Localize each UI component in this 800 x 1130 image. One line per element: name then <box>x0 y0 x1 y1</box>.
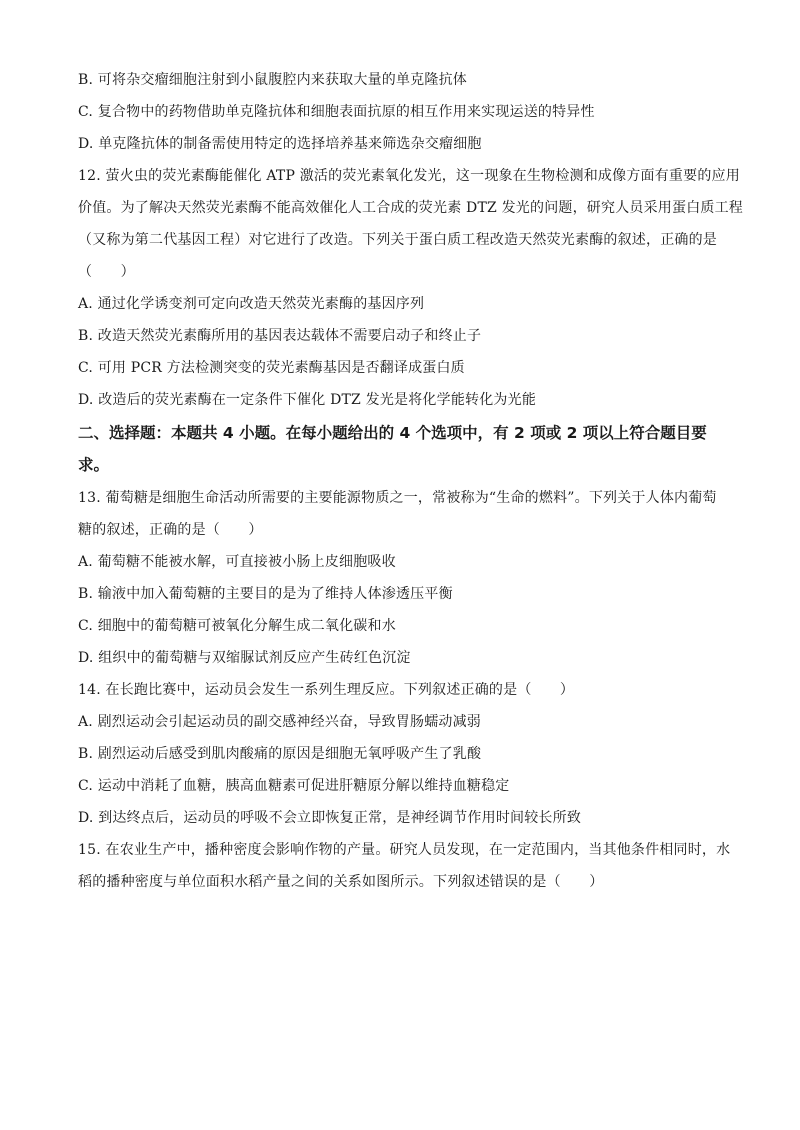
q13-option-b: B. 输液中加入葡萄糖的主要目的是为了维持人体渗透压平衡 <box>78 586 453 602</box>
q12-stem-line-2: 价值。为了解决天然荧光素酶不能高效催化人工合成的荧光素 DTZ 发光的问题，研究人员采用蛋白质工程 <box>78 200 743 216</box>
q11-option-b: B. 可将杂交瘤细胞注射到小鼠腹腔内来获取大量的单克隆抗体 <box>78 72 467 88</box>
q11-option-c: C. 复合物中的药物借助单克隆抗体和细胞表面抗原的相互作用来实现运送的特异性 <box>78 104 595 120</box>
q12-answer-blank: （ ） <box>78 264 135 280</box>
q13-option-c: C. 细胞中的葡萄糖可被氧化分解生成二氧化碳和水 <box>78 618 396 634</box>
q14-option-d: D. 到达终点后，运动员的呼吸不会立即恢复正常，是神经调节作用时间较长所致 <box>78 810 582 826</box>
q13-stem-line-2: 糖的叙述，正确的是（ ） <box>78 522 263 538</box>
q12-option-b: B. 改造天然荧光素酶所用的基因表达载体不需要启动子和终止子 <box>78 328 482 344</box>
q13-option-d: D. 组织中的葡萄糖与双缩脲试剂反应产生砖红色沉淀 <box>78 650 411 666</box>
q12-stem-line-1: 12. 萤火虫的荧光素酶能催化 ATP 激活的荧光素氧化发光，这一现象在生物检测和成像方面有重要的应用 <box>78 168 740 184</box>
q12-option-c: C. 可用 PCR 方法检测突变的荧光素酶基因是否翻译成蛋白质 <box>78 360 465 376</box>
q15-stem-line-1: 15. 在农业生产中，播种密度会影响作物的产量。研究人员发现，在一定范围内，当其他条件相同时，水 <box>78 842 731 858</box>
q14-option-c: C. 运动中消耗了血糖，胰高血糖素可促进肝糖原分解以维持血糖稳定 <box>78 778 510 794</box>
q12-option-d: D. 改造后的荧光素酶在一定条件下催化 DTZ 发光是将化学能转化为光能 <box>78 392 537 408</box>
q13-option-a: A. 葡萄糖不能被水解，可直接被小肠上皮细胞吸收 <box>78 554 396 570</box>
section-2-heading: 二、选择题：本题共 4 小题。在每小题给出的 4 个选项中，有 2 项或 2 项以上符合题目要 <box>78 424 707 442</box>
q15-stem-line-2: 稻的播种密度与单位面积水稻产量之间的关系如图所示。下列叙述错误的是（ ） <box>78 874 604 890</box>
q12-option-a: A. 通过化学诱变剂可定向改造天然荧光素酶的基因序列 <box>78 296 425 312</box>
section-2-heading-cont: 求。 <box>78 456 110 474</box>
q12-stem-line-3: （又称为第二代基因工程）对它进行了改造。下列关于蛋白质工程改造天然荧光素酶的叙述，正确的是 <box>78 232 717 248</box>
q14-stem: 14. 在长跑比赛中，运动员会发生一系列生理反应。下列叙述正确的是（ ） <box>78 682 575 698</box>
q14-option-a: A. 剧烈运动会引起运动员的副交感神经兴奋，导致胃肠蠕动减弱 <box>78 714 482 730</box>
q14-option-b: B. 剧烈运动后感受到肌肉酸痛的原因是细胞无氧呼吸产生了乳酸 <box>78 746 482 762</box>
q11-option-d: D. 单克隆抗体的制备需使用特定的选择培养基来筛选杂交瘤细胞 <box>78 136 482 152</box>
q13-stem-line-1: 13. 葡萄糖是细胞生命活动所需要的主要能源物质之一，常被称为“生命的燃料”。下列关于人体内葡萄 <box>78 490 717 506</box>
